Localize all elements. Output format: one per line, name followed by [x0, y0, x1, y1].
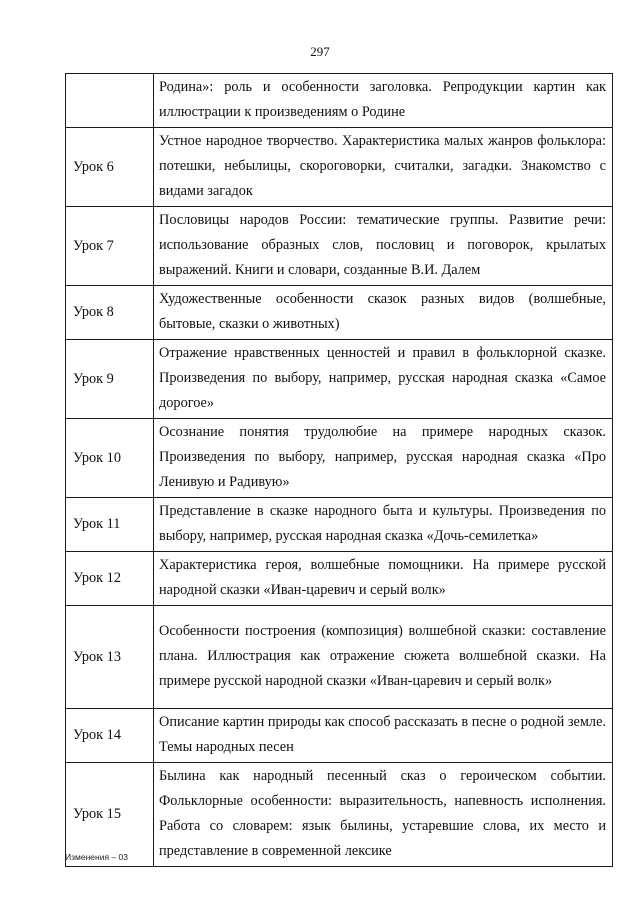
- lesson-cell: Урок 14: [66, 709, 154, 763]
- content-cell: Былина как народный песенный сказ о героическом событии. Фольклорные особенности: выразительность, напевность исполнения. Работа со словарем: язык былины, устаревшие слова, их место и представление в современной лексике: [154, 763, 613, 867]
- table-row: [66, 128, 613, 207]
- table-row: [66, 709, 613, 763]
- lesson-plan-table: [65, 73, 613, 867]
- content-cell: Описание картин природы как способ рассказать в песне о родной земле. Темы народных песен: [154, 709, 613, 763]
- lesson-cell: Урок 15: [66, 763, 154, 867]
- revision-note: Изменения – 03: [65, 852, 128, 862]
- table-row: [66, 340, 613, 419]
- table-row: [66, 763, 613, 867]
- lesson-cell: Урок 13: [66, 606, 154, 709]
- content-cell: Представление в сказке народного быта и культуры. Произведения по выбору, например, русская народная сказка «Дочь-семилетка»: [154, 498, 613, 552]
- lesson-cell: Урок 9: [66, 340, 154, 419]
- table-row: [66, 286, 613, 340]
- lesson-cell: Урок 8: [66, 286, 154, 340]
- content-cell: Характеристика героя, волшебные помощники. На примере русской народной сказки «Иван-царевич и серый волк»: [154, 552, 613, 606]
- lesson-cell: Урок 11: [66, 498, 154, 552]
- lesson-cell: Урок 10: [66, 419, 154, 498]
- content-cell: Осознание понятия трудолюбие на примере народных сказок. Произведения по выбору, например, русская народная сказка «Про Ленивую и Радивую»: [154, 419, 613, 498]
- content-cell: Пословицы народов России: тематические группы. Развитие речи: использование образных слов, пословиц и поговорок, крылатых выражений. Книги и словари, созданные В.И. Далем: [154, 207, 613, 286]
- lesson-cell: Урок 12: [66, 552, 154, 606]
- content-cell: Родина»: роль и особенности заголовка. Репродукции картин как иллюстрации к произведениям о Родине: [154, 74, 613, 128]
- content-cell: Отражение нравственных ценностей и правил в фольклорной сказке. Произведения по выбору, например, русская народная сказка «Самое дорогое»: [154, 340, 613, 419]
- content-cell: Особенности построения (композиция) волшебной сказки: составление плана. Иллюстрация как отражение сюжета волшебной сказки. На примере русской народной сказки «Иван-царевич и серый волк»: [154, 606, 613, 709]
- table-row: [66, 207, 613, 286]
- lesson-cell: Урок 7: [66, 207, 154, 286]
- content-cell: Художественные особенности сказок разных видов (волшебные, бытовые, сказки о животных): [154, 286, 613, 340]
- page-number: 297: [310, 44, 330, 59]
- lesson-cell: Урок 6: [66, 128, 154, 207]
- lesson-cell: [66, 74, 154, 128]
- table-row: [66, 606, 613, 709]
- table-row: [66, 498, 613, 552]
- table-row: [66, 419, 613, 498]
- content-cell: Устное народное творчество. Характеристика малых жанров фольклора: потешки, небылицы, скороговорки, считалки, загадки. Знакомство с видами загадок: [154, 128, 613, 207]
- table-row: [66, 552, 613, 606]
- table-row: [66, 74, 613, 128]
